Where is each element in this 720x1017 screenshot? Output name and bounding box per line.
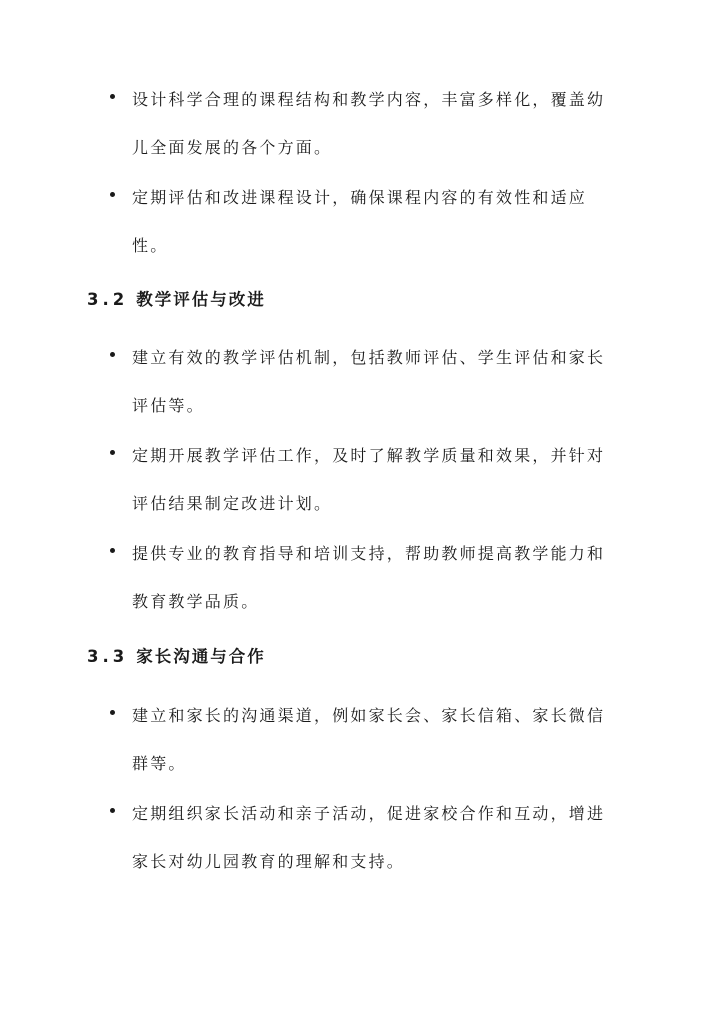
bullet-dot-icon bbox=[110, 94, 115, 99]
bullet-dot-icon bbox=[110, 450, 115, 455]
list-item-text: 建立和家长的沟通渠道，例如家长会、家长信箱、家长微信群等。 bbox=[132, 706, 606, 773]
bullet-dot-icon bbox=[110, 192, 115, 197]
list-item-text: 建立有效的教学评估机制，包括教师评估、学生评估和家长评估等。 bbox=[132, 348, 606, 415]
section-number: 3.2 bbox=[87, 290, 129, 309]
bullet-dot-icon bbox=[110, 808, 115, 813]
list-item-text: 定期开展教学评估工作，及时了解教学质量和效果，并针对评估结果制定改进计划。 bbox=[132, 446, 606, 513]
bullet-dot-icon bbox=[110, 352, 115, 357]
list-item-text: 定期评估和改进课程设计，确保课程内容的有效性和适应性。 bbox=[132, 188, 588, 255]
bullet-dot-icon bbox=[110, 710, 115, 715]
list-item-text: 设计科学合理的课程结构和教学内容，丰富多样化，覆盖幼儿全面发展的各个方面。 bbox=[132, 90, 606, 157]
section-title: 教学评估与改进 bbox=[136, 290, 266, 309]
section-number: 3.3 bbox=[87, 647, 129, 666]
list-item-text: 提供专业的教育指导和培训支持，帮助教师提高教学能力和教育教学品质。 bbox=[132, 544, 606, 611]
bullet-dot-icon bbox=[110, 548, 115, 553]
section-heading bbox=[87, 288, 266, 312]
section-heading bbox=[87, 645, 266, 669]
list-item-text: 定期组织家长活动和亲子活动，促进家校合作和互动，增进家长对幼儿园教育的理解和支持。 bbox=[132, 804, 606, 871]
section-title: 家长沟通与合作 bbox=[136, 647, 266, 666]
